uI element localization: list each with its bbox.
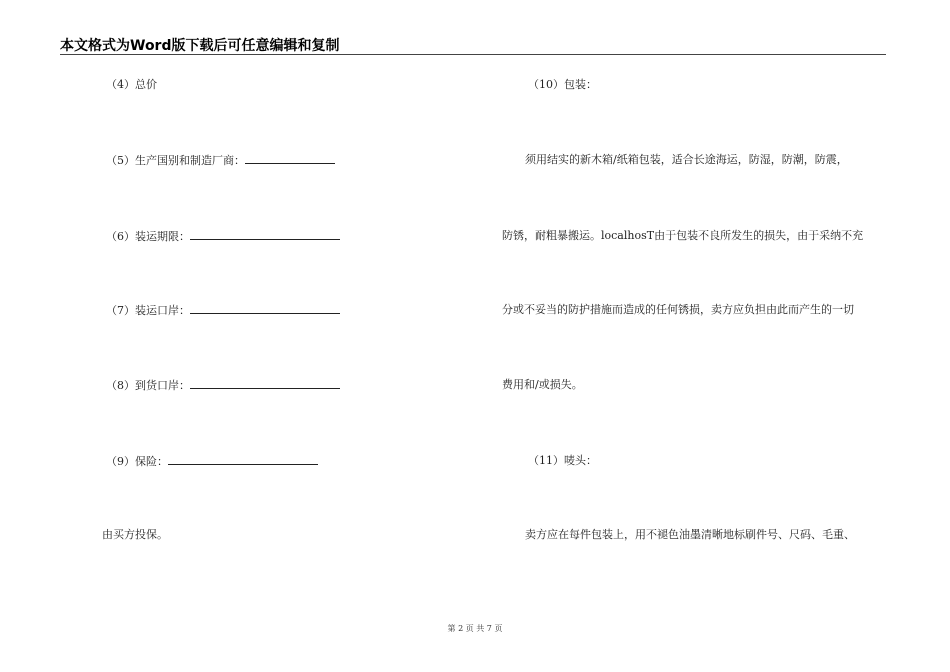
item-origin-manufacturer xyxy=(106,153,335,168)
insurance-label: （9）保险： xyxy=(106,455,168,468)
header-title: 本文格式为Word版下载后可任意编辑和复制 xyxy=(60,38,340,54)
origin-manufacturer-label: （5）生产国别和制造厂商： xyxy=(106,154,245,167)
loading-port-label: （7）装运口岸： xyxy=(106,304,190,317)
packing-line-3: 分或不妥当的防护措施而造成的任何锈损，卖方应负担由此而产生的一切 xyxy=(502,303,854,316)
item-shipping-mark: （11）唛头： xyxy=(528,454,597,467)
item-destination-port xyxy=(106,378,340,393)
item-loading-port xyxy=(106,303,340,318)
page-header xyxy=(60,35,886,55)
shipment-time-label: （6）装运期限： xyxy=(106,230,190,243)
destination-port-blank xyxy=(190,378,340,389)
item-total-price: （4）总价 xyxy=(106,78,157,91)
packing-line-4: 费用和/或损失。 xyxy=(502,378,583,391)
insurance-blank xyxy=(168,454,318,465)
page-footer: 第 2 页 共 7 页 xyxy=(447,624,503,633)
destination-port-label: （8）到货口岸： xyxy=(106,379,190,392)
origin-manufacturer-blank xyxy=(245,153,335,164)
insurance-text: 由买方投保。 xyxy=(102,528,168,541)
item-shipment-time xyxy=(106,229,340,244)
item-insurance xyxy=(106,454,318,469)
packing-line-2: 防锈，耐粗暴搬运。localhosT由于包装不良所发生的损失，由于采纳不充 xyxy=(502,229,864,242)
packing-line-1: 须用结实的新木箱/纸箱包装，适合长途海运，防湿，防潮，防震， xyxy=(525,153,848,166)
shipment-time-blank xyxy=(190,229,340,240)
loading-port-blank xyxy=(190,303,340,314)
item-packing: （10）包装： xyxy=(528,78,597,91)
shipping-mark-line-1: 卖方应在每件包装上，用不褪色油墨清晰地标刷件号、尺码、毛重、 xyxy=(525,528,855,541)
